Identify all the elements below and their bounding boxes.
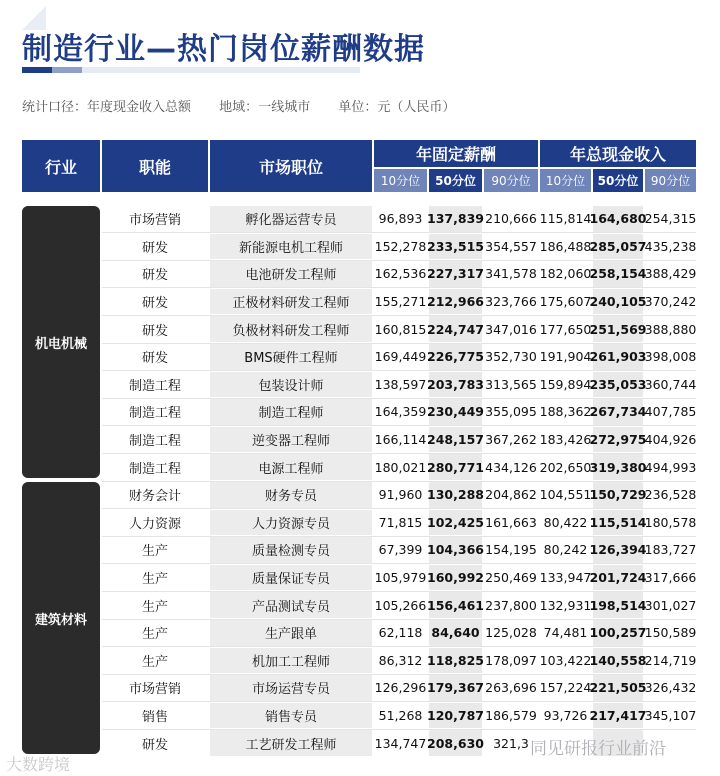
- fixed-p50-cell: 84,640: [429, 620, 482, 646]
- fixed-p90-cell: 347,016: [485, 321, 537, 337]
- total-p90-cell: 236,528: [644, 487, 697, 503]
- function-cell: 生产: [141, 627, 168, 643]
- position-cell: 工艺研发工程师: [210, 730, 372, 756]
- total-p90-cell: 326,432: [644, 680, 697, 696]
- fixed-p90-cell: 355,095: [485, 404, 537, 420]
- function-cell: 生产: [141, 572, 168, 588]
- fixed-p90-cell: 178,097: [485, 652, 537, 668]
- total-p90-cell: 407,785: [644, 404, 697, 420]
- total-p50-cell: 126,394: [593, 537, 643, 563]
- total-p10-cell: 115,814: [539, 211, 592, 227]
- function-cell: 人力资源: [128, 516, 181, 532]
- total-p50-cell: 100,257: [593, 620, 643, 646]
- fixed-p50-cell: 280,771: [429, 454, 482, 480]
- total-p50-cell: 240,105: [593, 289, 643, 315]
- function-cell: 制造工程: [128, 434, 181, 450]
- total-p50-cell: 150,729: [593, 482, 643, 508]
- fixed-p90-cell: 154,195: [485, 542, 537, 558]
- watermark-left: 大数跨境: [6, 755, 71, 774]
- total-p50-cell: 272,975: [593, 427, 643, 453]
- fixed-p90-cell: 352,730: [485, 349, 537, 365]
- fixed-p50-cell: 120,787: [429, 703, 482, 729]
- total-p10-cell: 183,426: [539, 432, 592, 448]
- fixed-p50-cell: 160,992: [429, 565, 482, 591]
- meta-line: [22, 96, 479, 115]
- function-cell: 制造工程: [128, 461, 181, 477]
- total-p90-cell: 360,744: [644, 376, 697, 392]
- total-p50-cell: 251,569: [593, 316, 643, 342]
- function-cell: 生产: [141, 599, 168, 615]
- position-cell: 财务专员: [210, 482, 372, 508]
- total-p10-cell: 80,422: [543, 514, 588, 530]
- header-fixed-salary: 年固定薪酬: [374, 140, 538, 167]
- industry-block: 建筑材料: [22, 482, 100, 754]
- header-fixed-p50: 50分位: [429, 169, 482, 192]
- position-cell: 市场运营专员: [210, 675, 372, 701]
- total-p50-cell: 235,053: [593, 372, 643, 398]
- total-p90-cell: 388,880: [644, 321, 697, 337]
- total-p90-cell: 404,926: [644, 432, 697, 448]
- total-p10-cell: 133,947: [539, 570, 592, 586]
- total-p50-cell: 201,724: [593, 565, 643, 591]
- region-value: 一线城市: [258, 100, 311, 115]
- total-p90-cell: 388,429: [644, 266, 697, 282]
- total-p10-cell: 177,650: [539, 321, 592, 337]
- position-cell: 机加工工程师: [210, 648, 372, 674]
- function-cell: 研发: [141, 240, 168, 256]
- position-cell: 销售专员: [210, 703, 372, 729]
- fixed-p10-cell: 96,893: [378, 211, 423, 227]
- fixed-p50-cell: 230,449: [429, 399, 482, 425]
- fixed-p50-cell: 212,966: [429, 289, 482, 315]
- fixed-p10-cell: 91,960: [378, 487, 423, 503]
- watermark-right: 同见研报行业前沿: [530, 739, 666, 759]
- fixed-p10-cell: 62,118: [378, 625, 423, 641]
- function-cell: 生产: [141, 544, 168, 560]
- fixed-p10-cell: 164,359: [374, 404, 427, 420]
- total-p10-cell: 93,726: [543, 708, 588, 724]
- fixed-p90-cell: 341,578: [485, 266, 537, 282]
- total-p10-cell: 157,224: [539, 680, 592, 696]
- total-p10-cell: 202,650: [539, 459, 592, 475]
- fixed-p50-cell: 248,157: [429, 427, 482, 453]
- header-total-p10: 10分位: [540, 169, 591, 192]
- total-p50-cell: 115,514: [593, 510, 643, 536]
- function-cell: 制造工程: [128, 406, 181, 422]
- fixed-p50-cell: 137,839: [429, 206, 482, 232]
- total-p90-cell: 370,242: [644, 294, 697, 310]
- total-p50-cell: 319,380: [593, 454, 643, 480]
- function-cell: 研发: [141, 268, 168, 284]
- function-cell: 财务会计: [128, 489, 181, 505]
- position-cell: 生产跟单: [210, 620, 372, 646]
- position-cell: 电池研发工程师: [210, 261, 372, 287]
- fixed-p90-cell: 125,028: [485, 625, 537, 641]
- total-p90-cell: 345,107: [644, 708, 697, 724]
- fixed-p50-cell: 224,747: [429, 316, 482, 342]
- total-p50-cell: 140,558: [593, 648, 643, 674]
- fixed-p90-cell: 186,579: [485, 708, 537, 724]
- total-p10-cell: 159,894: [539, 376, 592, 392]
- page-title: 制造行业—热门岗位薪酬数据: [22, 32, 425, 67]
- total-p50-cell: 164,680: [593, 206, 643, 232]
- unit-value: 元（人民币）: [377, 100, 456, 115]
- total-p90-cell: 494,993: [644, 459, 697, 475]
- fixed-p10-cell: 67,399: [378, 542, 423, 558]
- fixed-p90-cell: 210,666: [485, 211, 537, 227]
- position-cell: 质量检测专员: [210, 537, 372, 563]
- scope-value: 年度现金收入总额: [87, 100, 192, 115]
- total-p10-cell: 74,481: [543, 625, 588, 641]
- position-cell: BMS硬件工程师: [210, 344, 372, 370]
- fixed-p10-cell: 155,271: [374, 294, 427, 310]
- total-p10-cell: 103,422: [539, 652, 592, 668]
- fixed-p50-cell: 118,825: [429, 648, 482, 674]
- header-total-p90: 90分位: [645, 169, 696, 192]
- total-p50-cell: 221,505: [593, 675, 643, 701]
- fixed-p50-cell: 233,515: [429, 234, 482, 260]
- total-p90-cell: 150,589: [644, 625, 697, 641]
- position-cell: 制造工程师: [210, 399, 372, 425]
- fixed-p50-cell: 208,630: [429, 730, 482, 756]
- fixed-p10-cell: 71,815: [378, 514, 423, 530]
- fixed-p90-cell: 434,126: [485, 459, 537, 475]
- fixed-p50-cell: 203,783: [429, 372, 482, 398]
- function-cell: 市场营销: [128, 682, 181, 698]
- position-cell: 逆变器工程师: [210, 427, 372, 453]
- fixed-p90-cell: 250,469: [485, 570, 537, 586]
- total-p90-cell: 183,727: [644, 542, 697, 558]
- position-cell: 正极材料研发工程师: [210, 289, 372, 315]
- header-fixed-p90: 90分位: [484, 169, 538, 192]
- region-label: 地域：: [219, 100, 259, 115]
- title-underline: [22, 67, 360, 73]
- total-p90-cell: 254,315: [644, 211, 697, 227]
- fixed-p10-cell: 86,312: [378, 652, 423, 668]
- fixed-p10-cell: 169,449: [374, 349, 427, 365]
- fixed-p10-cell: 105,979: [374, 570, 427, 586]
- function-cell: 销售: [141, 710, 168, 726]
- fixed-p10-cell: 160,815: [374, 321, 427, 337]
- industry-block: 机电机械: [22, 206, 100, 478]
- total-p50-cell: 217,417: [593, 703, 643, 729]
- header-fixed-p10: 10分位: [374, 169, 427, 192]
- fixed-p90-cell: 204,862: [485, 487, 537, 503]
- fixed-p50-cell: 179,367: [429, 675, 482, 701]
- fixed-p10-cell: 180,021: [374, 459, 427, 475]
- fixed-p90-cell: 313,565: [485, 376, 537, 392]
- fixed-p10-cell: 105,266: [374, 597, 427, 613]
- total-p90-cell: 214,719: [644, 652, 697, 668]
- fixed-p50-cell: 102,425: [429, 510, 482, 536]
- total-p90-cell: 180,578: [644, 514, 697, 530]
- position-cell: 负极材料研发工程师: [210, 316, 372, 342]
- total-p10-cell: 188,362: [539, 404, 592, 420]
- fixed-p10-cell: 162,536: [374, 266, 427, 282]
- total-p10-cell: 175,607: [539, 294, 592, 310]
- fixed-p10-cell: 126,296: [374, 680, 427, 696]
- total-p10-cell: 80,242: [543, 542, 588, 558]
- function-cell: 制造工程: [128, 378, 181, 394]
- fixed-p90-cell: 321,3: [493, 735, 529, 751]
- fixed-p90-cell: 367,262: [485, 432, 537, 448]
- total-p10-cell: 132,931: [539, 597, 592, 613]
- header-function: 职能: [102, 140, 208, 192]
- fixed-p10-cell: 51,268: [378, 708, 423, 724]
- fixed-p10-cell: 138,597: [374, 376, 427, 392]
- total-p50-cell: 258,154: [593, 261, 643, 287]
- fixed-p90-cell: 354,557: [485, 238, 537, 254]
- total-p50-cell: 267,734: [593, 399, 643, 425]
- header-position: 市场职位: [210, 140, 372, 192]
- position-cell: 人力资源专员: [210, 510, 372, 536]
- fixed-p50-cell: 156,461: [429, 592, 482, 618]
- position-cell: 质量保证专员: [210, 565, 372, 591]
- fixed-p90-cell: 237,800: [485, 597, 537, 613]
- header-total-p50: 50分位: [593, 169, 643, 192]
- total-p50-cell: 198,514: [593, 592, 643, 618]
- fixed-p90-cell: 161,663: [485, 514, 537, 530]
- total-p90-cell: 398,008: [644, 349, 697, 365]
- function-cell: 研发: [141, 323, 168, 339]
- total-p90-cell: 301,027: [644, 597, 697, 613]
- position-cell: 孵化器运营专员: [210, 206, 372, 232]
- function-cell: 生产: [141, 654, 168, 670]
- total-p90-cell: 317,666: [644, 570, 697, 586]
- total-p10-cell: 191,904: [539, 349, 592, 365]
- function-cell: 市场营销: [128, 213, 181, 229]
- fixed-p50-cell: 226,775: [429, 344, 482, 370]
- total-p10-cell: 182,060: [539, 266, 592, 282]
- fixed-p10-cell: 152,278: [374, 238, 427, 254]
- total-p50-cell: 261,903: [593, 344, 643, 370]
- total-p10-cell: 186,488: [539, 238, 592, 254]
- total-p90-cell: 435,238: [644, 238, 697, 254]
- fixed-p90-cell: 323,766: [485, 294, 537, 310]
- fixed-p50-cell: 227,317: [429, 261, 482, 287]
- fixed-p90-cell: 263,696: [485, 680, 537, 696]
- position-cell: 电源工程师: [210, 454, 372, 480]
- fixed-p50-cell: 104,366: [429, 537, 482, 563]
- header-total-cash: 年总现金收入: [540, 140, 696, 167]
- function-cell: 研发: [141, 351, 168, 367]
- function-cell: 研发: [141, 296, 168, 312]
- position-cell: 包装设计师: [210, 372, 372, 398]
- scope-label: 统计口径：: [22, 100, 88, 115]
- position-cell: 产品测试专员: [210, 592, 372, 618]
- total-p10-cell: 104,551: [539, 487, 592, 503]
- fixed-p50-cell: 130,288: [429, 482, 482, 508]
- position-cell: 新能源电机工程师: [210, 234, 372, 260]
- total-p50-cell: 285,057: [593, 234, 643, 260]
- unit-label: 单位：: [338, 100, 378, 115]
- header-industry: 行业: [22, 140, 100, 192]
- fixed-p10-cell: 166,114: [374, 432, 427, 448]
- fixed-p10-cell: 134,747: [374, 735, 427, 751]
- function-cell: 研发: [141, 737, 168, 753]
